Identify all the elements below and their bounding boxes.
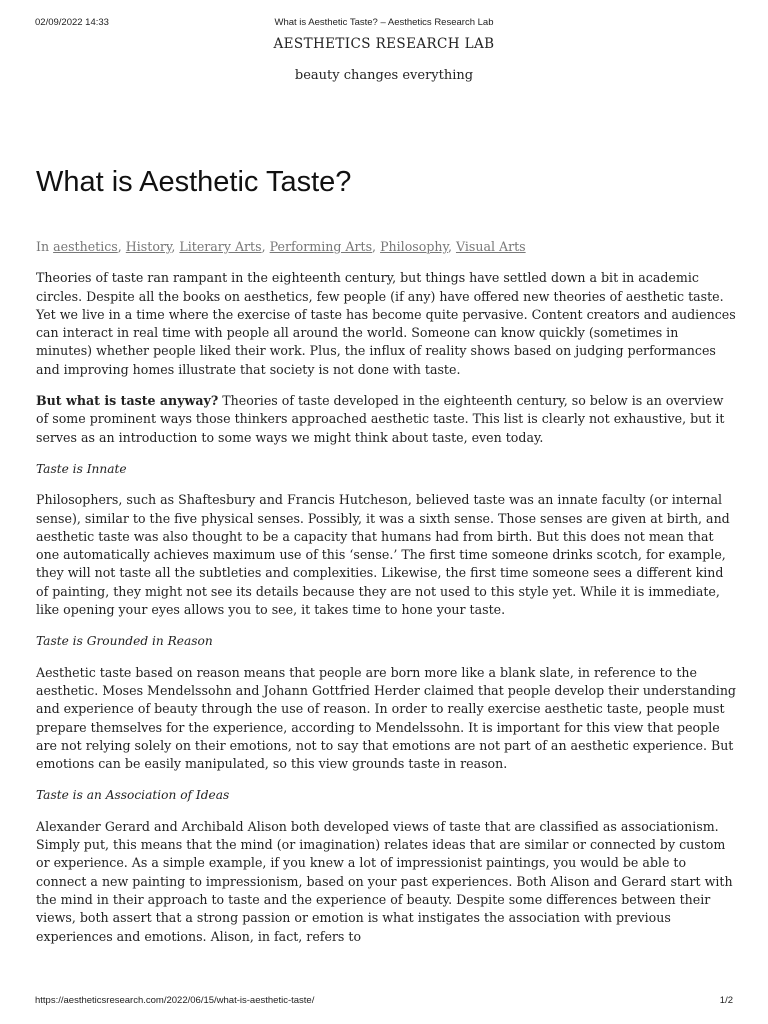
- category-link-literary-arts[interactable]: Literary Arts: [179, 239, 262, 254]
- question-lead: But what is taste anyway?: [36, 393, 219, 409]
- site-title[interactable]: AESTHETICS RESEARCH LAB: [273, 36, 495, 52]
- post-title: What is Aesthetic Taste?: [36, 166, 352, 198]
- print-page-title: What is Aesthetic Taste? – Aesthetics Research Lab: [274, 17, 494, 28]
- category-link-performing-arts[interactable]: Performing Arts: [269, 239, 373, 254]
- post-categories: In aesthetics, History, Literary Arts, Performing Arts, Philosophy, Visual Arts: [36, 239, 526, 254]
- categories-prefix: In: [36, 239, 50, 254]
- question-paragraph: [36, 392, 736, 447]
- print-url: https://aestheticsresearch.com/2022/06/15/what-is-aesthetic-taste/: [35, 995, 315, 1006]
- post-content: [36, 238, 736, 959]
- print-datetime: 02/09/2022 14:33: [35, 17, 109, 28]
- category-link-aesthetics[interactable]: aesthetics: [53, 239, 118, 254]
- section-body-reason: Aesthetic taste based on reason means that people are born more like a blank slate, in reference to the aesthetic. Moses Mendelssohn and Johann Gottfried Herder claimed that people develop their understanding and experience of beauty through the use of reason. In order to really exercise aesthetic taste, people must prepare themselves for the experience, according to Mendelssohn. It is important for this view that people are not relying solely on their emotions, not to say that emotions are not part of an aesthetic experience. But emotions can be easily manipulated, so this view grounds taste in reason.: [36, 664, 736, 772]
- print-page-number: 1/2: [719, 995, 733, 1006]
- category-link-history[interactable]: History: [125, 239, 172, 254]
- section-body-association: Alexander Gerard and Archibald Alison both developed views of taste that are classified as associationism. Simply put, this means that the mind (or imagination) relates ideas that are similar or connected by custom or experience. As a simple example, if you knew a lot of impressionist paintings, you would be able to connect a new painting to impressionism, based on your past experiences. Both Alison and Gerard start with the mind in their approach to taste and the experience of beauty. Despite some differences between their views, both assert that a strong passion or emotion is what instigates the association with previous experiences and emotions. Alison, in fact, refers to: [36, 818, 733, 944]
- print-header: [35, 17, 733, 31]
- category-link-philosophy[interactable]: Philosophy: [380, 239, 448, 254]
- category-link-visual-arts[interactable]: Visual Arts: [455, 239, 526, 254]
- section-heading-association: Taste is an Association of Ideas: [36, 788, 230, 803]
- section-heading-innate: Taste is Innate: [36, 461, 127, 476]
- site-tagline: beauty changes everything: [294, 68, 474, 83]
- section-body-innate: Philosophers, such as Shaftesbury and Francis Hutcheson, believed taste was an innate faculty (or internal sense), similar to the five physical senses. Possibly, it was a sixth sense. Those senses are given at birth, and aesthetic taste was also thought to be a capacity that humans had from birth. But this does not mean that one automatically achieves maximum use of this ‘sense.’ The first time someone drinks scotch, for example, they will not taste all the subtleties and complexities. Likewise, the first time someone sees a different kind of painting, they might not see its details because they are not used to this style yet. While it is immediate, like opening your eyes allows you to see, it takes time to hone your taste.: [36, 492, 730, 618]
- intro-paragraph: Theories of taste ran rampant in the eighteenth century, but things have settled down a bit in academic circles. Despite all the books on aesthetics, few people (if any) have offered new theories of aesthetic taste. Yet we live in a time where the exercise of taste has become quite pervasive. Content creators and audiences can interact in real time with people all around the world. Someone can know quickly (sometimes in minutes) whether people liked their work. Plus, the influx of reality shows based on judging performances and improving homes illustrate that society is not done with taste.: [36, 270, 736, 377]
- print-footer: [35, 995, 733, 1009]
- question-body: Theories of taste developed in the eighteenth century, so below is an overview of some prominent ways those thinkers approached aesthetic taste. This list is clearly not exhaustive, but it serves as an introduction to some ways we might think about taste, even today.: [36, 393, 725, 445]
- section-heading-reason: Taste is Grounded in Reason: [36, 634, 213, 649]
